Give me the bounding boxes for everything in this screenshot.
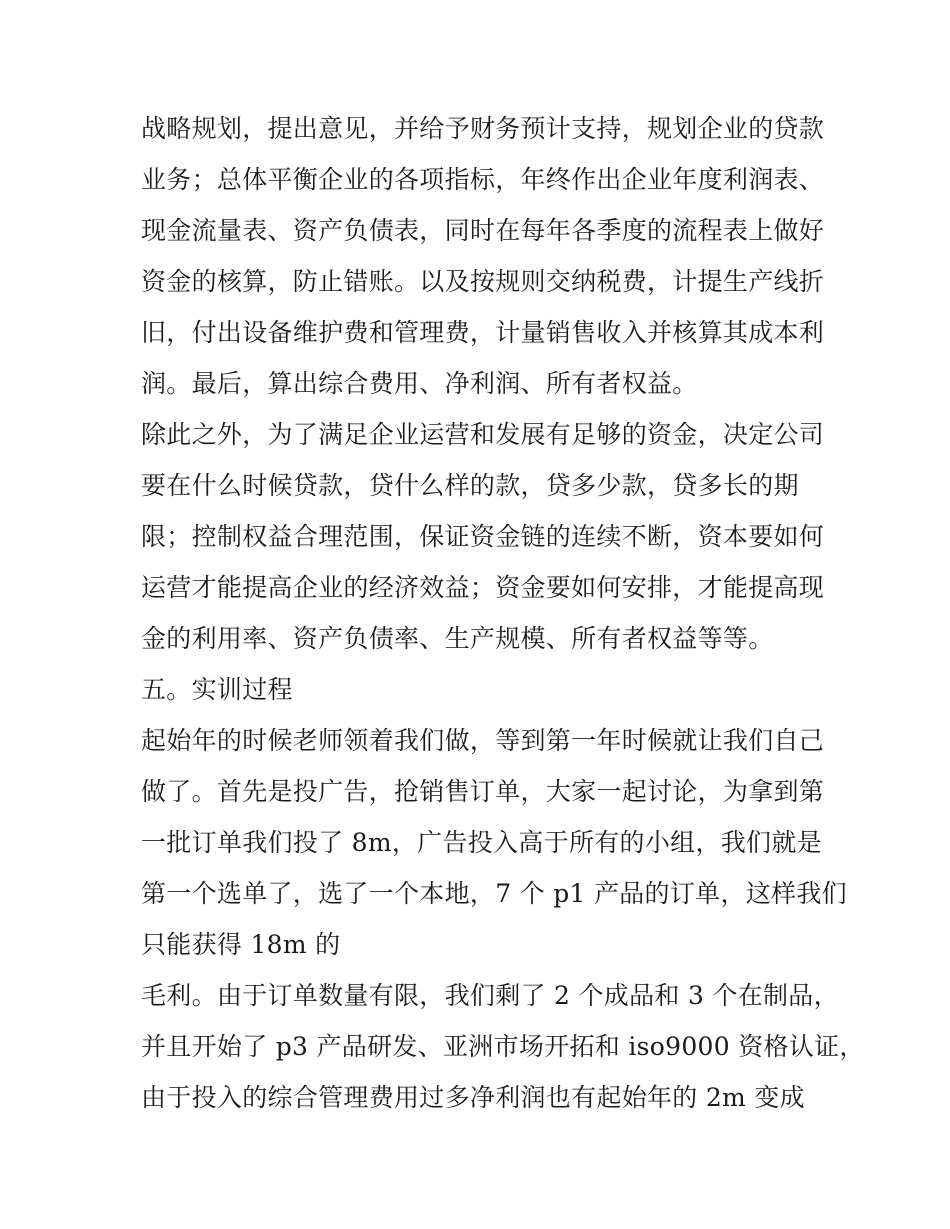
text-line: 做了。首先是投广告，抢销售订单，大家一起讨论，为拿到第	[141, 777, 825, 806]
text-line: 润。最后，算出综合费用、净利润、所有者权益。	[141, 369, 698, 398]
section-heading: 五。实训过程	[141, 675, 293, 704]
text-line: 资金的核算，防止错账。以及按规则交纳税费，计提生产线折	[141, 267, 825, 296]
text-line: 运营才能提高企业的经济效益；资金要如何安排，才能提高现	[141, 573, 825, 602]
text-line: 旧，付出设备维护费和管理费，计量销售收入并核算其成本利	[141, 318, 825, 347]
text-line: 一批订单我们投了 8m，广告投入高于所有的小组，我们就是	[141, 828, 822, 857]
text-line: 限；控制权益合理范围，保证资金链的连续不断，资本要如何	[141, 522, 825, 551]
text-line: 只能获得 18m 的	[141, 930, 341, 959]
text-line: 业务；总体平衡企业的各项指标，年终作出企业年度利润表、	[141, 165, 825, 194]
document-page	[141, 103, 865, 1123]
text-line: 要在什么时候贷款，贷什么样的款，贷多少款，贷多长的期	[141, 471, 799, 500]
text-line: 第一个选单了，选了一个本地，7 个 p1 产品的订单，这样我们	[141, 879, 847, 908]
text-line: 毛利。由于订单数量有限，我们剩了 2 个成品和 3 个在制品，	[141, 981, 839, 1010]
text-line: 现金流量表、资产负债表，同时在每年各季度的流程表上做好	[141, 216, 825, 245]
text-line: 除此之外，为了满足企业运营和发展有足够的资金，决定公司	[141, 420, 825, 449]
text-line: 并且开始了 p3 产品研发、亚洲市场开拓和 iso9000 资格认证，	[141, 1032, 865, 1061]
text-line: 金的利用率、资产负债率、生产规模、所有者权益等等。	[141, 624, 774, 653]
text-line: 由于投入的综合管理费用过多净利润也有起始年的 2m 变成	[141, 1083, 805, 1112]
text-line: 战略规划，提出意见，并给予财务预计支持，规划企业的贷款	[141, 114, 825, 143]
text-line: 起始年的时候老师领着我们做，等到第一年时候就让我们自己	[141, 726, 825, 755]
